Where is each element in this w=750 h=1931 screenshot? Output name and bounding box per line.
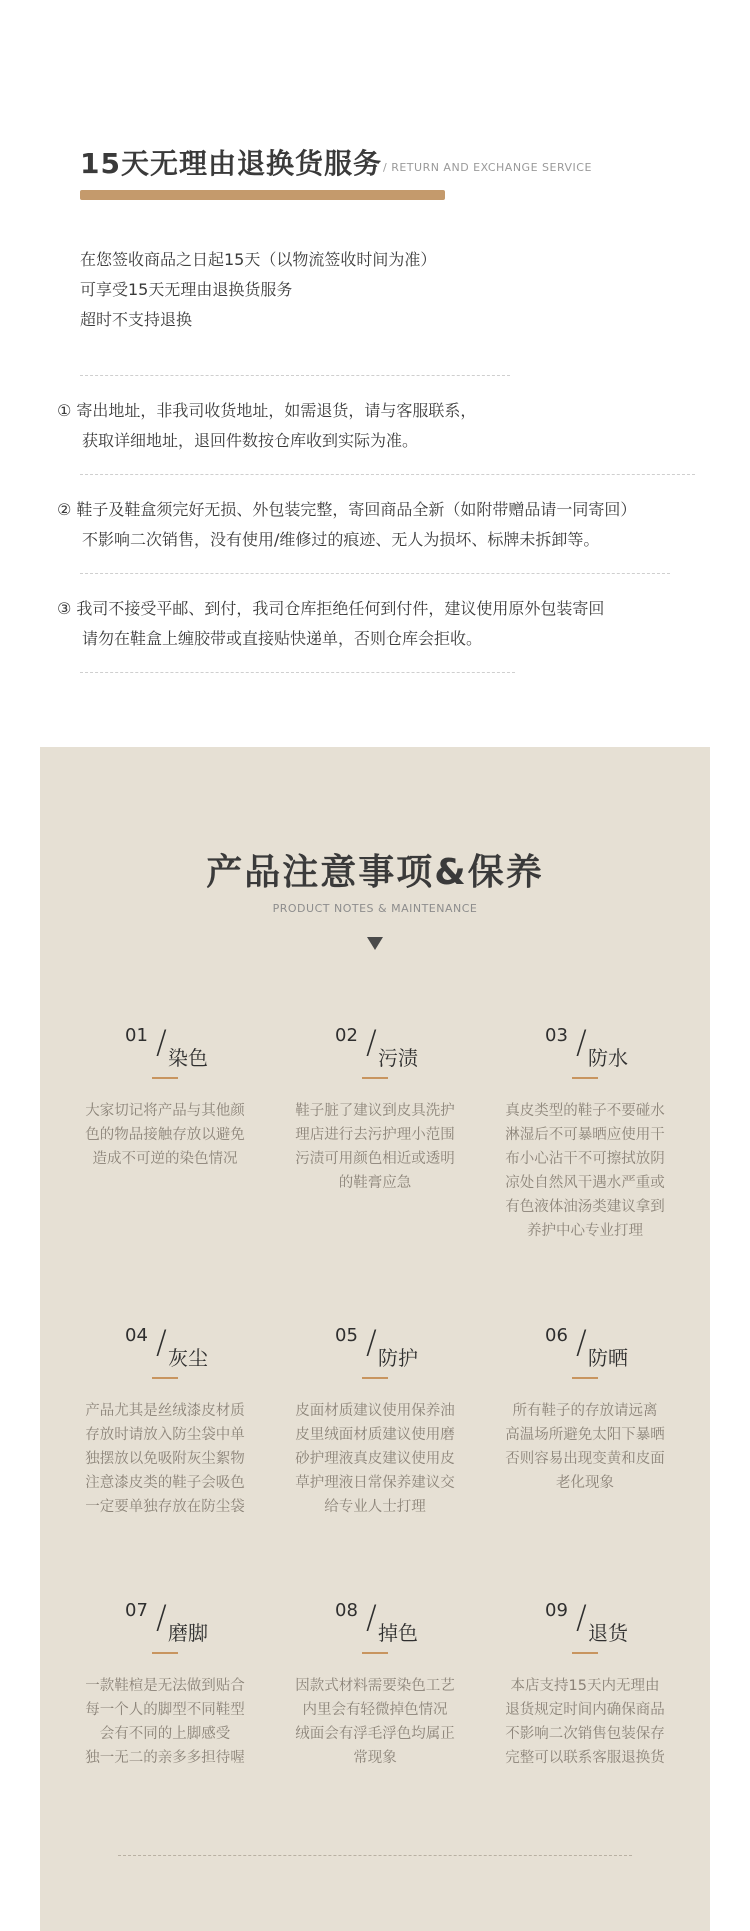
card-body-line: 因款式材料需要染色工艺: [295, 1678, 455, 1694]
card-number: 08: [335, 1600, 358, 1621]
card-number: 07: [125, 1600, 148, 1621]
card-body-line: 一款鞋楦是无法做到贴合: [85, 1678, 245, 1694]
slash-glyph: /: [156, 1023, 167, 1061]
down-triangle-icon: [367, 937, 383, 950]
card-number: 06: [545, 1325, 568, 1346]
note-card-protection: [280, 1325, 470, 1519]
card-number: 05: [335, 1325, 358, 1346]
card-accent-line: [572, 1077, 598, 1079]
card-body-line: 皮里绒面材质建议使用磨: [295, 1427, 455, 1443]
card-title: 磨脚: [168, 1621, 208, 1645]
card-accent-line: [152, 1652, 178, 1654]
card-body-line: 老化现象: [556, 1475, 614, 1491]
rule-line: ① 寄出地址，非我司收货地址，如需退货，请与客服联系，: [57, 401, 477, 420]
note-card-sun: [490, 1325, 680, 1495]
card-body-line: 有色液体油汤类建议拿到: [505, 1199, 665, 1215]
card-body-line: 独一无二的亲多多担待喔: [85, 1750, 245, 1766]
card-body-line: 本店支持15天内无理由: [510, 1678, 660, 1694]
slash-glyph: /: [366, 1023, 377, 1061]
card-body-line: 真皮类型的鞋子不要碰水: [505, 1103, 665, 1119]
card-body-line: 污渍可用颜色相近或透明: [295, 1151, 455, 1167]
card-body-line: 注意漆皮类的鞋子会吸色: [85, 1475, 245, 1491]
notes-panel: [40, 747, 710, 1931]
notes-title: 产品注意事项&保养: [206, 852, 544, 893]
card-body-line: 凉处自然风干遇水严重或: [505, 1175, 665, 1191]
card-body: [280, 1099, 470, 1195]
card-body-line: 内里会有轻微掉色情况: [302, 1702, 448, 1718]
card-body-line: 草护理液日常保养建议交: [295, 1475, 455, 1491]
card-number: 04: [125, 1325, 148, 1346]
card-body-line: 鞋子脏了建议到皮具洗护: [295, 1103, 455, 1119]
card-body-line: 绒面会有浮毛浮色均属正: [295, 1726, 455, 1742]
divider: [80, 474, 695, 475]
note-card-returns: [490, 1600, 680, 1770]
card-body-line: 产品尤其是丝绒漆皮材质: [85, 1403, 245, 1419]
note-card-rubbing: [70, 1600, 260, 1770]
card-body-line: 独摆放以免吸附灰尘絮物: [85, 1451, 245, 1467]
slash-glyph: /: [366, 1323, 377, 1361]
card-body: [490, 1674, 680, 1770]
card-title: 掉色: [378, 1621, 418, 1645]
card-number: 02: [335, 1025, 358, 1046]
card-body: [490, 1099, 680, 1243]
card-body-line: 一定要单独存放在防尘袋: [85, 1499, 245, 1515]
return-rule-3: [57, 594, 717, 654]
return-rule-2: [57, 495, 717, 555]
note-card-stains: [280, 1025, 470, 1195]
divider: [80, 573, 670, 574]
card-body-line: 大家切记将产品与其他颜: [85, 1103, 245, 1119]
card-title: 退货: [588, 1621, 628, 1645]
card-title: 防护: [378, 1346, 418, 1370]
card-accent-line: [362, 1377, 388, 1379]
return-rule-1: [57, 396, 717, 456]
card-body-line: 养护中心专业打理: [527, 1223, 643, 1239]
divider: [80, 375, 510, 376]
note-card-fading: [280, 1600, 470, 1770]
card-title: 染色: [168, 1046, 208, 1070]
slash-glyph: /: [156, 1323, 167, 1361]
rule-line: 获取详细地址，退回件数按仓库收到实际为准。: [82, 431, 419, 450]
card-body: [70, 1399, 260, 1519]
card-body-line: 皮面材质建议使用保养油: [295, 1403, 455, 1419]
return-subtitle: / RETURN AND EXCHANGE SERVICE: [383, 161, 592, 174]
rule-line: ② 鞋子及鞋盒须完好无损、外包装完整，寄回商品全新（如附带赠品请一同寄回）: [57, 500, 637, 519]
note-card-dyeing: [70, 1025, 260, 1171]
card-accent-line: [572, 1652, 598, 1654]
card-accent-line: [152, 1077, 178, 1079]
intro-line: 可享受15天无理由退换货服务: [80, 280, 293, 299]
rule-line: 不影响二次销售，没有使用/维修过的痕迹、无人为损坏、标牌未拆卸等。: [82, 530, 600, 549]
card-accent-line: [152, 1377, 178, 1379]
card-body-line: 造成不可逆的染色情况: [92, 1151, 238, 1167]
return-title: 15天无理由退换货服务: [80, 147, 382, 180]
divider: [118, 1855, 632, 1856]
card-accent-line: [572, 1377, 598, 1379]
card-number: 03: [545, 1025, 568, 1046]
card-body-line: 否则容易出现变黄和皮面: [505, 1451, 665, 1467]
card-title: 污渍: [378, 1046, 418, 1070]
card-body-line: 给专业人士打理: [324, 1499, 426, 1515]
card-body-line: 所有鞋子的存放请远离: [512, 1403, 658, 1419]
card-body: [280, 1399, 470, 1519]
notes-subtitle: PRODUCT NOTES & MAINTENANCE: [272, 902, 478, 915]
card-body-line: 淋湿后不可暴晒应使用干: [505, 1127, 665, 1143]
card-body-line: 理店进行去污护理小范围: [295, 1127, 455, 1143]
card-body: [490, 1399, 680, 1495]
card-title: 灰尘: [168, 1346, 208, 1370]
card-title: 防晒: [588, 1346, 628, 1370]
card-body-line: 色的物品接触存放以避免: [85, 1127, 245, 1143]
slash-glyph: /: [366, 1598, 377, 1636]
card-number: 01: [125, 1025, 148, 1046]
card-body-line: 不影响二次销售包装保存: [505, 1726, 665, 1742]
card-accent-line: [362, 1652, 388, 1654]
intro-line: 超时不支持退换: [80, 310, 193, 329]
note-card-dust: [70, 1325, 260, 1519]
slash-glyph: /: [156, 1598, 167, 1636]
card-body: [70, 1674, 260, 1770]
card-body-line: 完整可以联系客服退换货: [505, 1750, 665, 1766]
return-intro: [80, 245, 680, 335]
card-body-line: 高温场所避免太阳下暴晒: [505, 1427, 665, 1443]
card-body-line: 每一个人的脚型不同鞋型: [85, 1702, 245, 1718]
note-card-waterproof: [490, 1025, 680, 1243]
slash-glyph: /: [576, 1598, 587, 1636]
card-body-line: 会有不同的上脚感受: [99, 1726, 231, 1742]
intro-line: 在您签收商品之日起15天（以物流签收时间为准）: [80, 250, 437, 269]
card-body-line: 砂护理液真皮建议使用皮: [295, 1451, 455, 1467]
card-body-line: 的鞋膏应急: [338, 1175, 412, 1191]
card-number: 09: [545, 1600, 568, 1621]
card-body-line: 退货规定时间内确保商品: [505, 1702, 665, 1718]
slash-glyph: /: [576, 1023, 587, 1061]
slash-glyph: /: [576, 1323, 587, 1361]
card-body-line: 布小心沾干不可擦拭放阴: [505, 1151, 665, 1167]
card-accent-line: [362, 1077, 388, 1079]
card-body: [70, 1099, 260, 1171]
rule-line: ③ 我司不接受平邮、到付，我司仓库拒绝任何到付件，建议使用原外包装寄回: [57, 599, 605, 618]
title-accent-bar: [80, 190, 445, 200]
card-title: 防水: [588, 1046, 628, 1070]
card-body-line: 存放时请放入防尘袋中单: [85, 1427, 245, 1443]
divider: [80, 672, 515, 673]
card-body-line: 常现象: [353, 1750, 397, 1766]
rule-line: 请勿在鞋盒上缠胶带或直接贴快递单，否则仓库会拒收。: [82, 629, 483, 648]
card-body: [280, 1674, 470, 1770]
